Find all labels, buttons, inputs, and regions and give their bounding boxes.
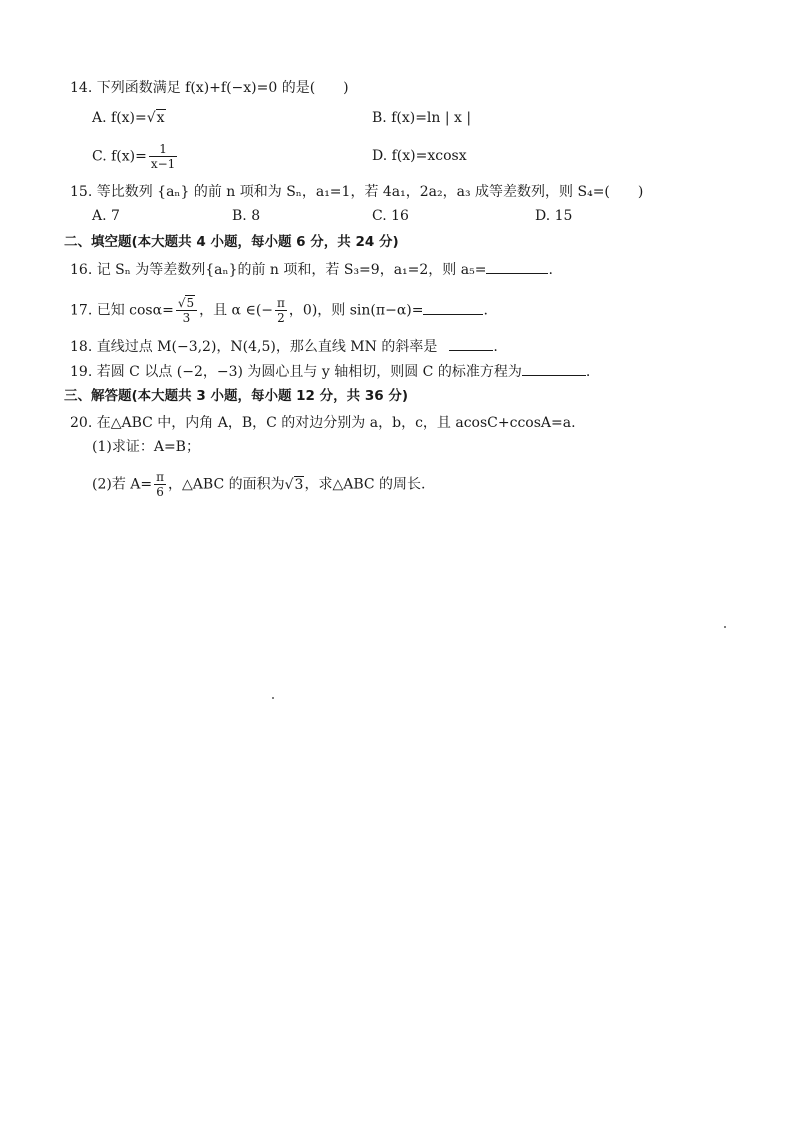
q20-part2-end: ，求△ABC 的周长. (304, 476, 426, 493)
q15-option-d: D. 15 (535, 208, 573, 224)
q17-prefix: 17. 已知 cosα= (70, 302, 174, 319)
q20-fraction (154, 470, 166, 499)
q19-line (70, 361, 590, 382)
q16-line (70, 259, 553, 280)
q18-tail: . (493, 339, 498, 355)
q14-option-d: D. f(x)=xcosx (372, 148, 467, 164)
q14-option-a-radicand: x (156, 110, 165, 126)
fraction-denominator: 3 (182, 311, 191, 325)
q18-text: 18. 直线过点 M(−3,2)，N(4,5)，那么直线 MN 的斜率是 (70, 339, 438, 355)
fraction-numerator: √5 (176, 296, 197, 311)
fraction-denominator: 6 (156, 485, 164, 499)
q20-part2 (92, 470, 426, 499)
q17-tail: . (483, 302, 488, 319)
q14-option-a (92, 108, 166, 128)
q17-fraction-pi (275, 296, 287, 325)
q14-option-c (92, 142, 179, 171)
fraction-numerator: 1 (149, 142, 177, 157)
q17-radicand: 5 (186, 296, 195, 310)
q15-stem: 15. 等比数列 {aₙ} 的前 n 项和为 Sₙ，a₁=1，若 4a₁，2a₂，a₃ 成等差数列，则 S₄=( ) (70, 184, 644, 200)
scan-speck (272, 697, 274, 699)
q14-option-c-fraction (149, 142, 177, 171)
q20-stem: 20. 在△ABC 中，内角 A，B，C 的对边分别为 a，b，c，且 acosC+ccosA=a. (70, 415, 576, 431)
q16-answer-blank (486, 259, 548, 274)
q20-part2-prefix: (2)若 A= (92, 476, 153, 493)
section-heading-fill-in: 二、填空题(本大题共 4 小题，每小题 6 分，共 24 分) (64, 234, 399, 250)
q16-tail: . (548, 262, 553, 278)
q17-answer-blank (423, 300, 483, 315)
sqrt-symbol: √x (146, 110, 165, 126)
q17-mid: ，且 α ∈(− (199, 302, 274, 319)
q20-part1: (1)求证：A=B； (92, 439, 200, 455)
q15-option-a: A. 7 (92, 208, 120, 224)
fraction-numerator: π (277, 296, 285, 310)
fraction-denominator: 2 (277, 311, 285, 325)
q19-text: 19. 若圆 C 以点 (−2，−3) 为圆心且与 y 轴相切，则圆 C 的标准方程为 (70, 364, 522, 380)
section-heading-solutions: 三、解答题(本大题共 3 小题，每小题 12 分，共 36 分) (64, 388, 409, 404)
q14-option-a-prefix: A. f(x)= (92, 110, 147, 126)
q15-option-b: B. 8 (232, 208, 261, 224)
q14-option-c-prefix: C. f(x)= (92, 148, 147, 165)
fraction-denominator: x−1 (150, 157, 176, 171)
q16-text: 16. 记 Sₙ 为等差数列{aₙ}的前 n 项和，若 S₃=9，a₁=2，则 a₅= (70, 262, 487, 278)
q20-radicand: 3 (294, 476, 304, 493)
q18-line (70, 336, 498, 357)
scan-speck (724, 626, 726, 628)
q15-option-c: C. 16 (372, 208, 409, 224)
q17-line (70, 296, 488, 325)
q17-end: ，0)，则 sin(π−α)= (288, 302, 424, 319)
q14-option-b: B. f(x)=ln | x | (372, 110, 472, 126)
q17-fraction-cos (176, 296, 197, 325)
q14-stem: 14. 下列函数满足 f(x)+f(−x)=0 的是( ) (70, 80, 349, 96)
q20-part2-mid: ，△ABC 的面积为 (168, 476, 285, 493)
q18-answer-blank (449, 336, 493, 351)
fraction-numerator: π (156, 470, 165, 484)
q19-answer-blank (522, 361, 586, 376)
q19-tail: . (585, 364, 591, 380)
sqrt-symbol: √3 (284, 476, 304, 493)
